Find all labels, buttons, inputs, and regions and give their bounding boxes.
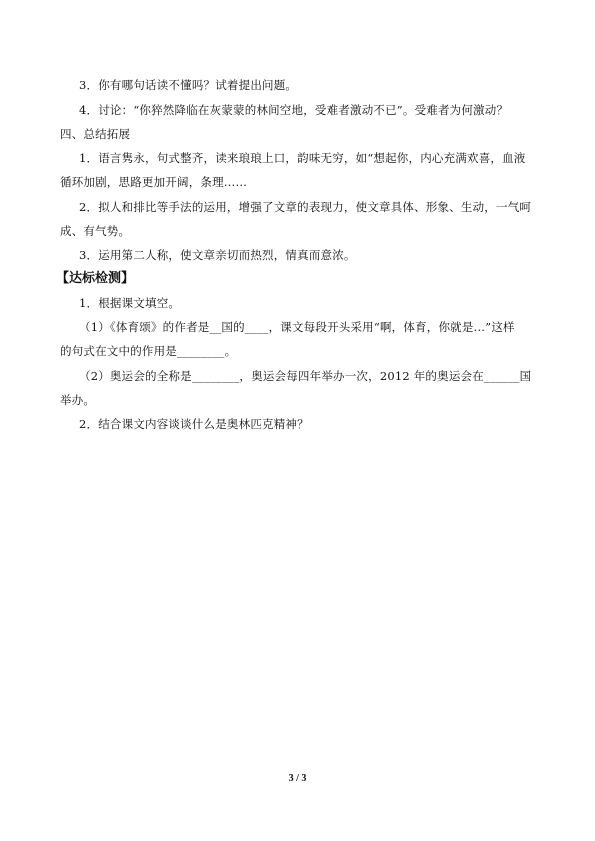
exercise-1: 1．根据课文填空。 (79, 296, 181, 310)
summary-point-1: 1．语言隽永，句式整齐，读来琅琅上口，韵味无穷，如“想起你，内心充满欢喜，血液 (79, 151, 526, 165)
exercise-1-item-1: （1）《体育颂》的作者是__国的____，课文每段开头采用“啊，体育，你就是…”这样 (79, 320, 515, 334)
section-heading-summary: 四、总结拓展 (60, 127, 131, 141)
summary-point-2-cont: 成、有气势。 (60, 224, 131, 238)
exercise-1-item-2: （2）奥运会的全称是________，奥运会每四年举办一次，2012 年的奥运会在______国 (79, 369, 532, 383)
summary-point-3: 3．运用第二人称，使文章亲切而热烈，情真而意浓。 (79, 248, 356, 262)
exercise-1-item-1-cont: 的句式在文中的作用是________。 (60, 344, 237, 358)
page-number: 3 / 3 (288, 773, 307, 784)
summary-point-2: 2．拟人和排比等手法的运用，增强了文章的表现力，使文章具体、形象、生动，一气呵 (79, 200, 532, 214)
question-4: 4．讨论：“你猝然降临在灰蒙蒙的林间空地，受难者激动不已”。受难者为何激动？ (79, 103, 509, 117)
summary-point-1-cont: 循环加剧，思路更加开阔，条理…… (60, 175, 248, 189)
question-3: 3．你有哪句话读不懂吗？试着提出问题。 (79, 78, 298, 92)
exercise-2: 2．结合课文内容谈谈什么是奥林匹克精神？ (79, 417, 309, 431)
section-heading-assessment: 【达标检测】 (56, 271, 135, 286)
exercise-1-item-2-cont: 举办。 (60, 393, 96, 407)
